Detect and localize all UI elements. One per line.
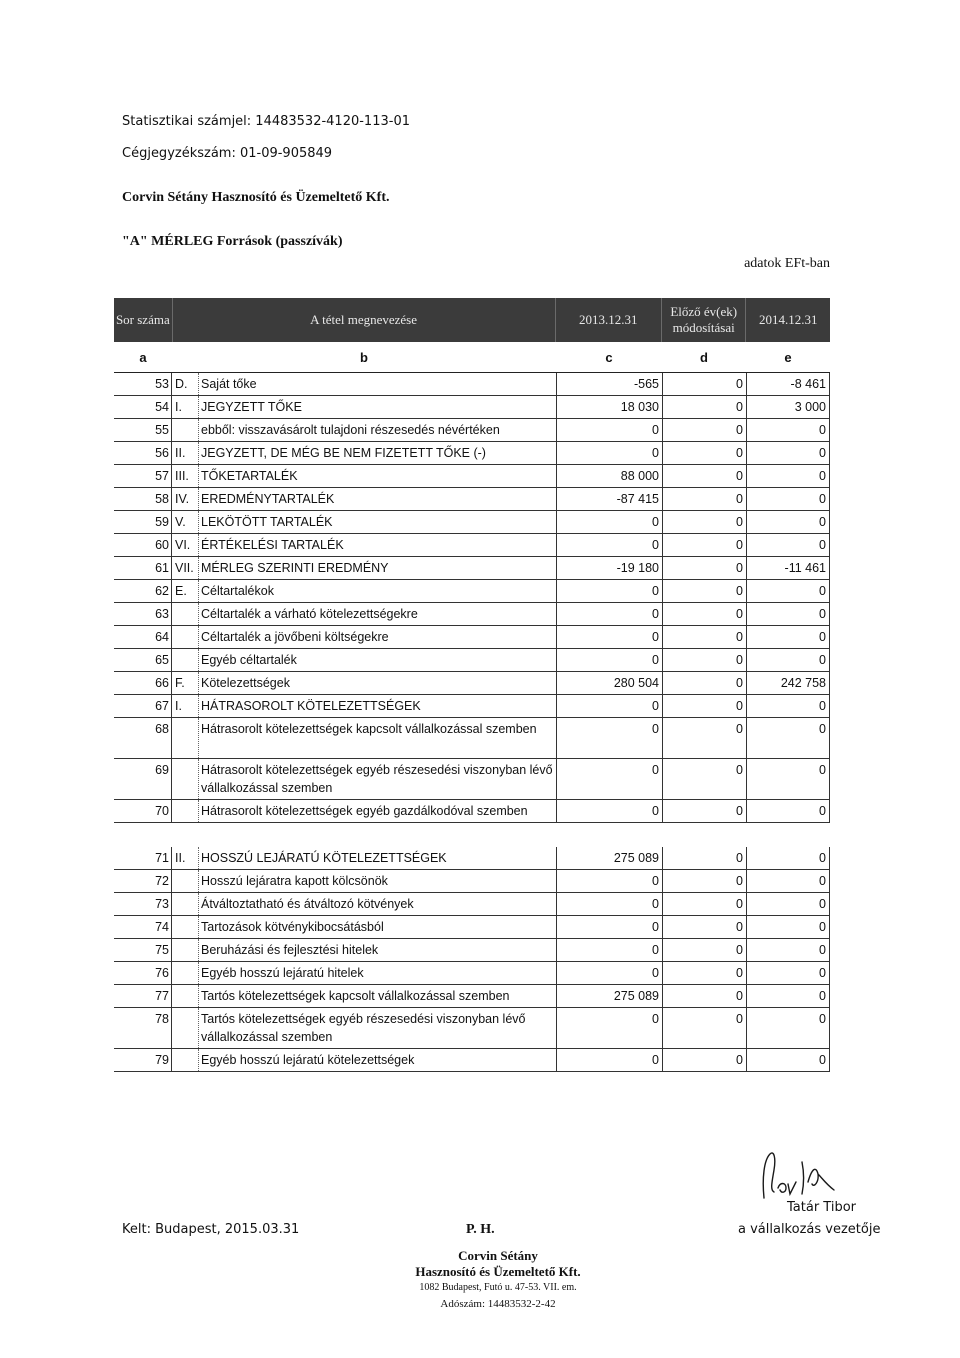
table-row (114, 603, 830, 626)
value-modification: 0 (662, 373, 746, 395)
value-2013: 0 (556, 870, 662, 892)
table-row (114, 985, 830, 1008)
col-letter: c (605, 349, 613, 365)
row-label: Hosszú lejáratra kapott kölcsönök (198, 870, 556, 892)
value-modification: 0 (662, 962, 746, 984)
table-row (114, 893, 830, 916)
row-label: JEGYZETT, DE MÉG BE NEM FIZETETT TŐKE (-) (198, 442, 556, 464)
row-code (172, 962, 198, 984)
table-row (114, 649, 830, 672)
unit-label: adatok EFt-ban (744, 256, 830, 271)
row-number: 72 (114, 870, 172, 892)
row-code (172, 649, 198, 671)
row-code (172, 419, 198, 441)
value-2013: 0 (556, 626, 662, 648)
value-2014: 0 (746, 442, 830, 464)
value-2013: 0 (556, 511, 662, 533)
row-code: F. (175, 676, 185, 690)
col-header-modifications: Előző év(ek) módosításai (662, 298, 747, 342)
value-2014: 0 (746, 800, 830, 822)
row-code (172, 800, 198, 822)
value-2014: 0 (746, 534, 830, 556)
value-2014: -8 461 (746, 373, 830, 395)
value-2014: 0 (746, 916, 830, 938)
row-number: 77 (114, 985, 172, 1007)
col-header-previous-year: 2013.12.31 (556, 298, 662, 342)
col-letter: a (139, 349, 147, 365)
row-code: I. (175, 699, 182, 713)
table-row (114, 373, 830, 396)
value-2013: 0 (556, 580, 662, 602)
table-row (114, 1008, 830, 1049)
row-gap (114, 823, 830, 847)
value-2014: 0 (746, 1049, 830, 1071)
value-2014: 0 (746, 488, 830, 510)
value-2014: 0 (746, 759, 830, 799)
table-row (114, 557, 830, 580)
row-number: 70 (114, 800, 172, 822)
value-modification: 0 (662, 580, 746, 602)
row-number: 63 (114, 603, 172, 625)
value-2014: 0 (746, 649, 830, 671)
value-modification: 0 (662, 870, 746, 892)
col-header-item-name: A tétel megnevezése (173, 298, 556, 342)
row-label: EREDMÉNYTARTALÉK (198, 488, 556, 510)
row-label: ebből: visszavásárolt tulajdoni részesedés névértéken (198, 419, 556, 441)
table-body (114, 373, 830, 1072)
value-2013: 0 (556, 1008, 662, 1048)
row-code (172, 893, 198, 915)
value-2014: 0 (746, 893, 830, 915)
value-modification: 0 (662, 603, 746, 625)
value-2014: 242 758 (746, 672, 830, 694)
signer-name: Tatár Tibor (787, 1200, 856, 1215)
value-modification: 0 (662, 534, 746, 556)
value-2014: 0 (746, 465, 830, 487)
value-2013: 18 030 (556, 396, 662, 418)
row-number: 78 (114, 1008, 172, 1048)
report-title: "A" MÉRLEG Források (passzívák) (122, 234, 343, 249)
table-row (114, 396, 830, 419)
row-label: Tartós kötelezettségek egyéb részesedési viszonyban lévő vállalkozással szemben (198, 1008, 556, 1048)
value-2013: 275 089 (556, 847, 662, 869)
value-2014: 0 (746, 718, 830, 758)
row-code: V. (175, 515, 186, 529)
row-number: 79 (114, 1049, 172, 1071)
value-modification: 0 (662, 985, 746, 1007)
row-label: Átváltoztatható és átváltozó kötvények (198, 893, 556, 915)
row-label: Céltartalék a jövőbeni költségekre (198, 626, 556, 648)
value-2014: 0 (746, 511, 830, 533)
value-2014: 0 (746, 626, 830, 648)
stamp-line-1: Corvin Sétány (458, 1248, 538, 1263)
row-label: Céltartalékok (198, 580, 556, 602)
ph-label: P. H. (466, 1222, 495, 1237)
signer-role: a vállalkozás vezetője (738, 1222, 881, 1237)
table-row (114, 488, 830, 511)
row-label: TŐKETARTALÉK (198, 465, 556, 487)
col-letter: e (784, 349, 792, 365)
table-row (114, 672, 830, 695)
row-number: 62 (114, 580, 172, 602)
value-2014: 0 (746, 985, 830, 1007)
row-number: 64 (114, 626, 172, 648)
stat-number: Statisztikai számjel: 14483532-4120-113-01 (122, 114, 410, 129)
row-code: D. (175, 377, 188, 391)
row-label: Hátrasorolt kötelezettségek egyéb gazdálkodóval szemben (198, 800, 556, 822)
value-2013: 88 000 (556, 465, 662, 487)
row-label: Kötelezettségek (198, 672, 556, 694)
value-2013: 0 (556, 649, 662, 671)
row-number: 60 (114, 534, 172, 556)
value-modification: 0 (662, 893, 746, 915)
value-2013: 0 (556, 419, 662, 441)
row-code (172, 718, 198, 758)
value-modification: 0 (662, 1008, 746, 1048)
value-2014: 0 (746, 962, 830, 984)
row-label: Egyéb hosszú lejáratú kötelezettségek (198, 1049, 556, 1071)
row-number: 65 (114, 649, 172, 671)
table-row (114, 465, 830, 488)
row-code (172, 939, 198, 961)
row-code (172, 1049, 198, 1071)
row-number: 57 (114, 465, 172, 487)
row-number: 69 (114, 759, 172, 799)
company-name: Corvin Sétány Hasznosító és Üzemeltető Kft. (122, 190, 390, 205)
table-row (114, 759, 830, 800)
table-row (114, 916, 830, 939)
value-modification: 0 (662, 1049, 746, 1071)
value-modification: 0 (662, 396, 746, 418)
value-modification: 0 (662, 759, 746, 799)
table-row (114, 1049, 830, 1072)
row-number: 76 (114, 962, 172, 984)
row-label: HÁTRASOROLT KÖTELEZETTSÉGEK (198, 695, 556, 717)
value-2014: 0 (746, 870, 830, 892)
row-code (172, 1008, 198, 1048)
row-label: MÉRLEG SZERINTI EREDMÉNY (198, 557, 556, 579)
value-2014: 3 000 (746, 396, 830, 418)
row-label: Hátrasorolt kötelezettségek egyéb részesedési viszonyban lévő vállalkozással szemben (198, 759, 556, 799)
row-label: ÉRTÉKELÉSI TARTALÉK (198, 534, 556, 556)
value-modification: 0 (662, 847, 746, 869)
value-modification: 0 (662, 649, 746, 671)
table-row (114, 580, 830, 603)
value-2014: 0 (746, 939, 830, 961)
row-number: 53 (114, 373, 172, 395)
row-code: I. (175, 400, 182, 414)
row-code: II. (175, 851, 186, 865)
value-2014: -11 461 (746, 557, 830, 579)
table-row (114, 511, 830, 534)
row-number: 56 (114, 442, 172, 464)
table-row (114, 962, 830, 985)
value-modification: 0 (662, 800, 746, 822)
row-code: III. (175, 469, 189, 483)
value-modification: 0 (662, 695, 746, 717)
row-code: VI. (175, 538, 191, 552)
table-row (114, 939, 830, 962)
column-letters (114, 342, 830, 373)
row-number: 61 (114, 557, 172, 579)
value-2013: -565 (556, 373, 662, 395)
row-number: 67 (114, 695, 172, 717)
value-modification: 0 (662, 465, 746, 487)
signature-image (756, 1148, 846, 1204)
value-2013: 0 (556, 962, 662, 984)
registration-number: Cégjegyzékszám: 01-09-905849 (122, 146, 333, 161)
row-code (172, 626, 198, 648)
row-label: Saját tőke (198, 373, 556, 395)
table-row (114, 870, 830, 893)
row-number: 68 (114, 718, 172, 758)
row-label: Egyéb hosszú lejáratú hitelek (198, 962, 556, 984)
col-header-row-number: Sor száma (114, 298, 173, 342)
stamp-line-2: Hasznosító és Üzemeltető Kft. (415, 1264, 581, 1279)
value-2013: 0 (556, 893, 662, 915)
value-modification: 0 (662, 916, 746, 938)
value-2014: 0 (746, 580, 830, 602)
value-modification: 0 (662, 511, 746, 533)
value-2013: 275 089 (556, 985, 662, 1007)
value-2014: 0 (746, 847, 830, 869)
row-number: 66 (114, 672, 172, 694)
row-code: E. (175, 584, 187, 598)
value-2014: 0 (746, 695, 830, 717)
row-code (172, 916, 198, 938)
table-row (114, 695, 830, 718)
row-label: Hátrasorolt kötelezettségek kapcsolt vállalkozással szemben (198, 718, 556, 758)
value-modification: 0 (662, 442, 746, 464)
value-2013: 0 (556, 916, 662, 938)
row-code (172, 759, 198, 799)
col-header-current-year: 2014.12.31 (758, 311, 818, 327)
row-label: Céltartalék a várható kötelezettségekre (198, 603, 556, 625)
table-row (114, 534, 830, 557)
col-letter: d (700, 349, 708, 365)
value-2013: 0 (556, 695, 662, 717)
row-code: VII. (175, 561, 194, 575)
value-modification: 0 (662, 672, 746, 694)
row-code: IV. (175, 492, 190, 506)
row-label: JEGYZETT TŐKE (198, 396, 556, 418)
row-number: 74 (114, 916, 172, 938)
row-number: 58 (114, 488, 172, 510)
row-number: 71 (114, 847, 172, 869)
stamp-line-4: Adószám: 14483532-2-42 (440, 1298, 556, 1310)
value-modification: 0 (662, 419, 746, 441)
row-label: Beruházási és fejlesztési hitelek (198, 939, 556, 961)
table-row (114, 419, 830, 442)
table-row (114, 718, 830, 759)
col-letter: b (360, 349, 368, 365)
row-code: II. (175, 446, 186, 460)
row-label: Egyéb céltartalék (198, 649, 556, 671)
table-row (114, 800, 830, 823)
value-2013: 0 (556, 534, 662, 556)
row-number: 55 (114, 419, 172, 441)
row-number: 54 (114, 396, 172, 418)
value-2013: 0 (556, 759, 662, 799)
table-row (114, 442, 830, 465)
value-2013: 0 (556, 718, 662, 758)
table-header (114, 298, 830, 342)
value-modification: 0 (662, 488, 746, 510)
row-label: Tartós kötelezettségek kapcsolt vállalkozással szemben (198, 985, 556, 1007)
row-number: 73 (114, 893, 172, 915)
value-2014: 0 (746, 1008, 830, 1048)
value-2013: 0 (556, 800, 662, 822)
table-row (114, 626, 830, 649)
table-row (114, 847, 830, 870)
value-2014: 0 (746, 603, 830, 625)
value-2013: -87 415 (556, 488, 662, 510)
value-modification: 0 (662, 939, 746, 961)
row-number: 75 (114, 939, 172, 961)
place-date: Kelt: Budapest, 2015.03.31 (122, 1222, 300, 1237)
value-2013: 0 (556, 939, 662, 961)
company-stamp (398, 1248, 598, 1312)
row-label: HOSSZÚ LEJÁRATÚ KÖTELEZETTSÉGEK (198, 847, 556, 869)
value-modification: 0 (662, 626, 746, 648)
row-code (172, 985, 198, 1007)
value-2014: 0 (746, 419, 830, 441)
value-2013: -19 180 (556, 557, 662, 579)
row-number: 59 (114, 511, 172, 533)
row-code (172, 603, 198, 625)
value-2013: 0 (556, 1049, 662, 1071)
row-label: Tartozások kötvénykibocsátásból (198, 916, 556, 938)
value-2013: 0 (556, 442, 662, 464)
value-modification: 0 (662, 557, 746, 579)
row-code (172, 870, 198, 892)
value-2013: 280 504 (556, 672, 662, 694)
value-modification: 0 (662, 718, 746, 758)
balance-table (114, 298, 830, 1072)
row-label: LEKÖTÖTT TARTALÉK (198, 511, 556, 533)
value-2013: 0 (556, 603, 662, 625)
stamp-line-3: 1082 Budapest, Futó u. 47-53. VII. em. (419, 1282, 577, 1293)
